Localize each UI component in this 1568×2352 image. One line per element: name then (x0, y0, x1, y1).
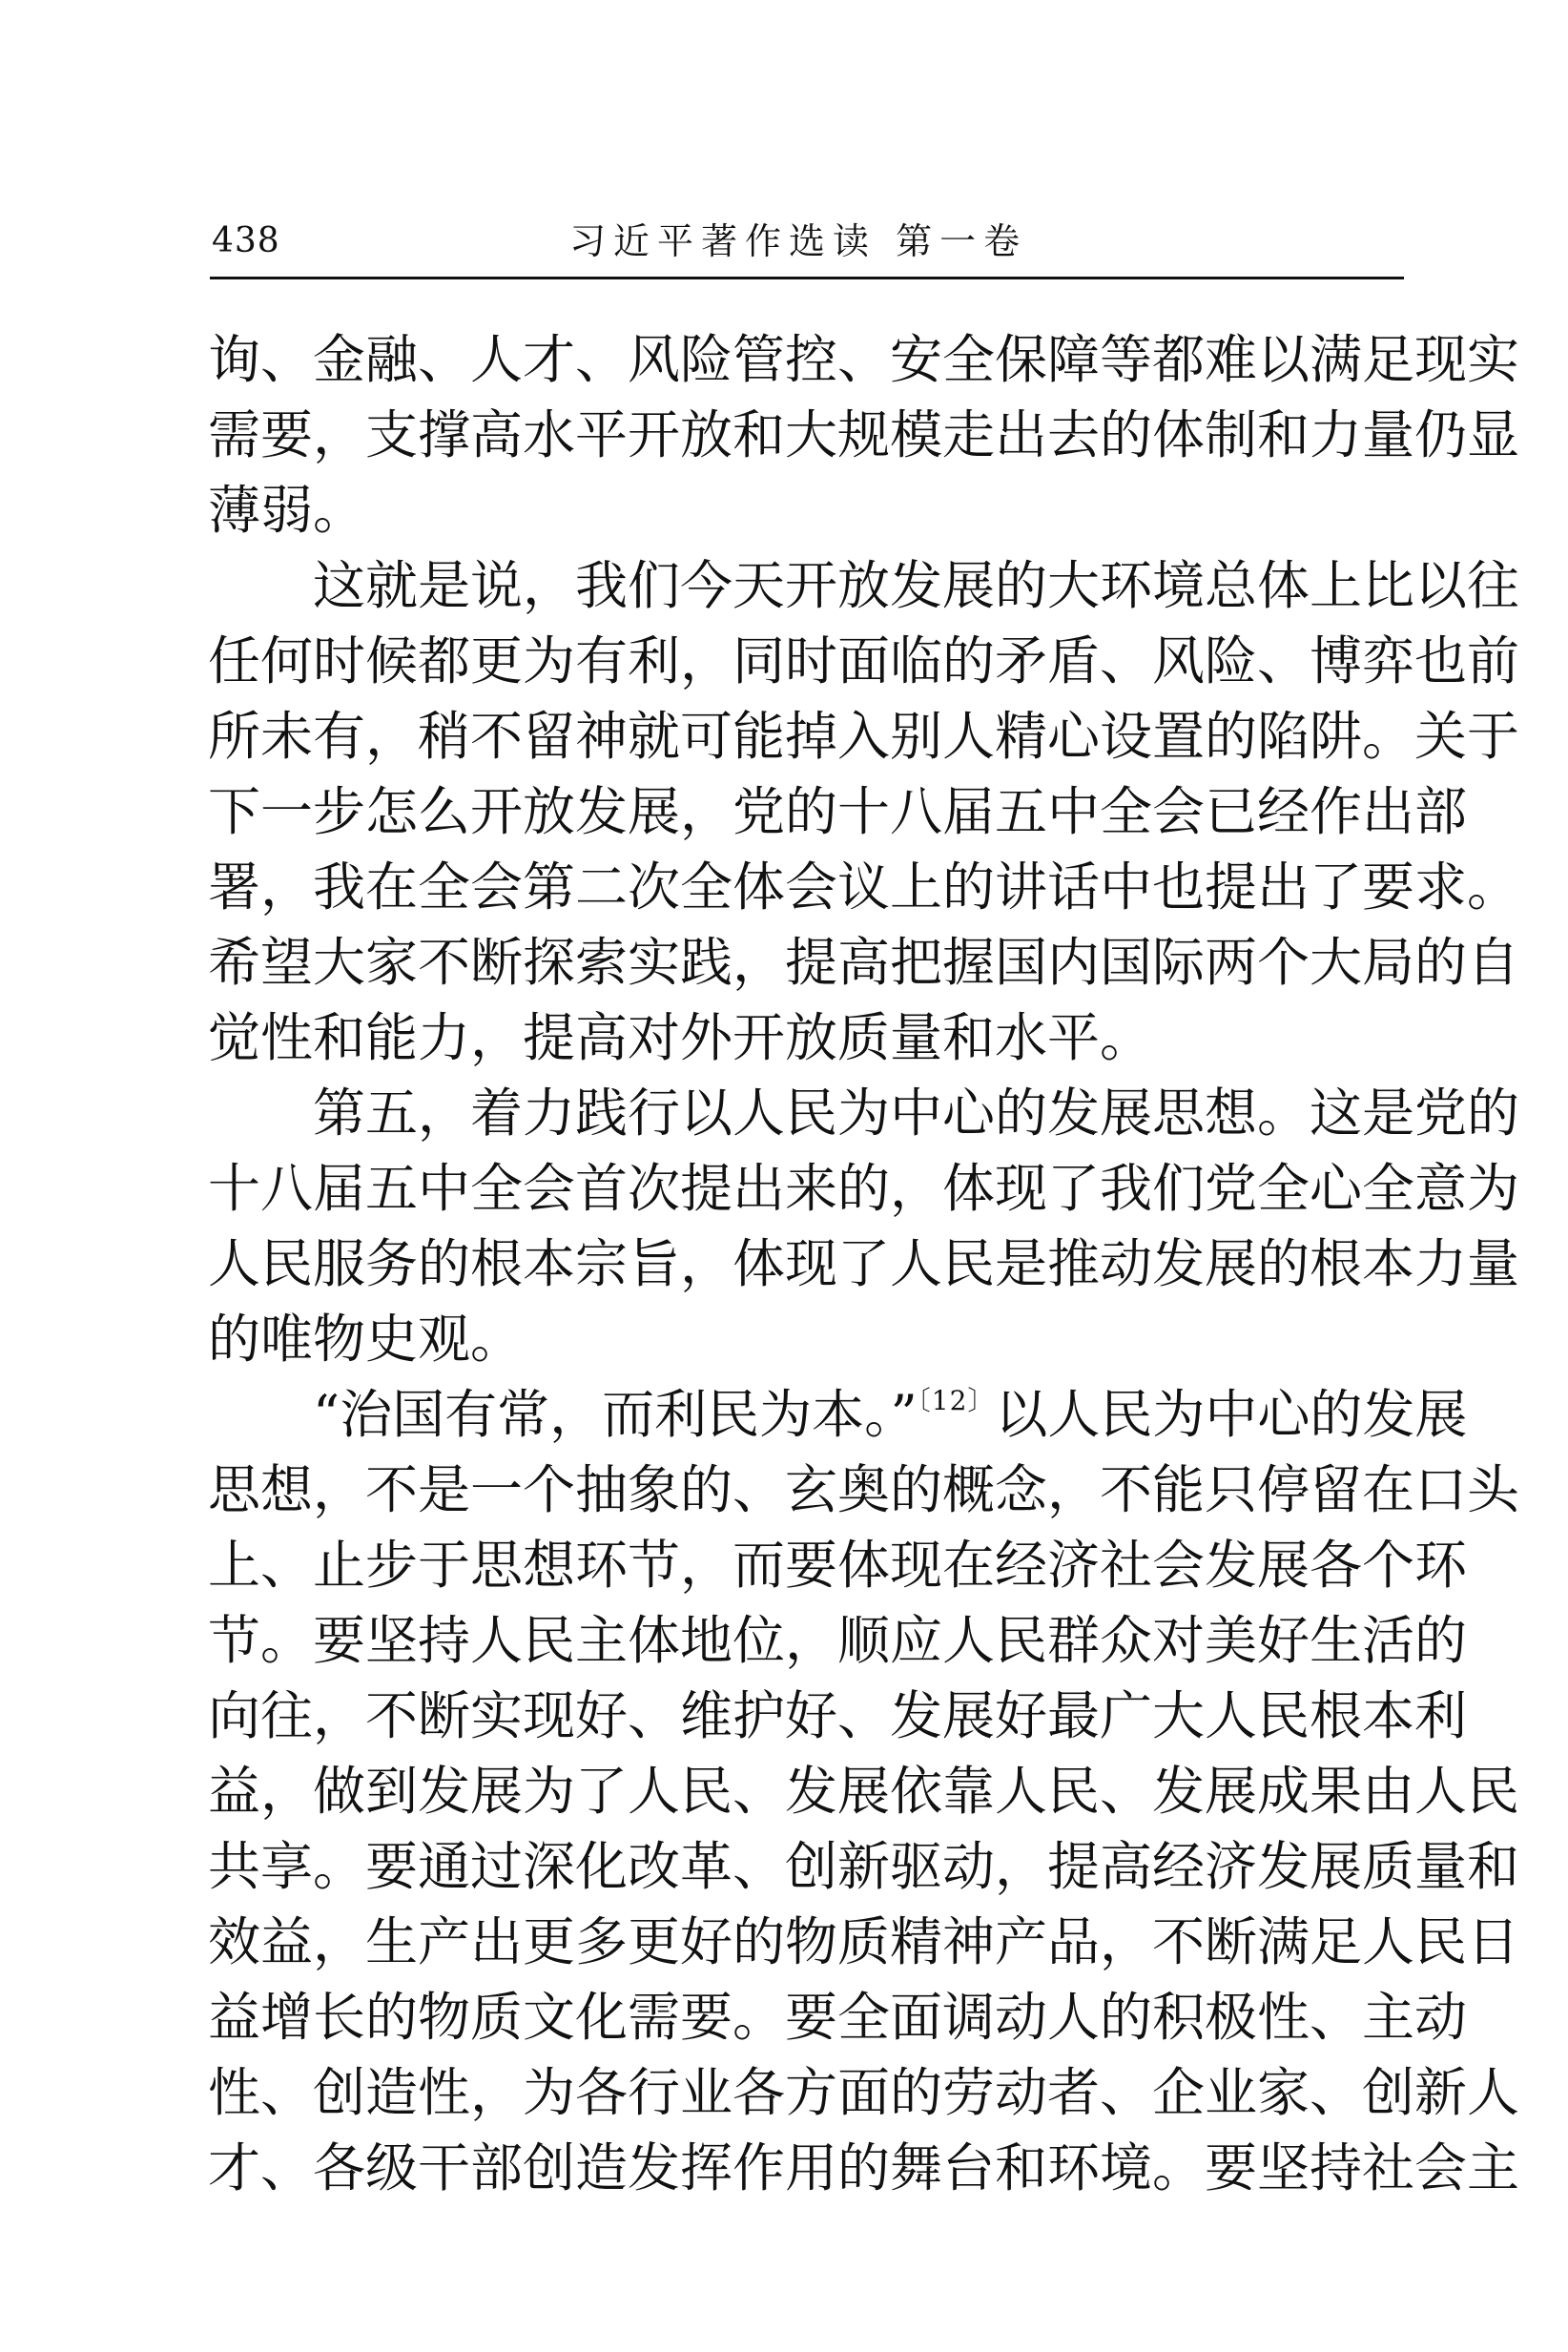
text-line: 性、创造性，为各行业各方面的劳动者、企业家、创新人 (208, 2062, 1520, 2123)
text-line: 人民服务的根本宗旨，体现了人民是推动发展的根本力量 (208, 1233, 1520, 1294)
page-number: 438 (212, 221, 280, 260)
text-line-with-note (208, 1377, 1468, 1453)
text-line: 的唯物史观。 (208, 1309, 524, 1370)
text-line: 下一步怎么开放发展，党的十八届五中全会已经作出部 (208, 781, 1468, 842)
text-line: 第五，着力践行以人民为中心的发展思想。这是党的 (313, 1083, 1520, 1144)
page-header (212, 217, 1404, 275)
text-line: 十八届五中全会首次提出来的，体现了我们党全心全意为 (208, 1158, 1520, 1219)
text-line: 所未有，稍不留神就可能掉入别人精心设置的陷阱。关于 (208, 706, 1520, 767)
text-line: 向往，不断实现好、维护好、发展好最广大人民根本利 (208, 1685, 1468, 1746)
text-line: 询、金融、人才、风险管控、安全保障等都难以满足现实 (208, 329, 1520, 390)
running-head: 习近平著作选读 第一卷 (569, 220, 1028, 262)
footnote-marker: 〔12〕 (917, 1385, 996, 1416)
text-line: 效益，生产出更多更好的物质精神产品，不断满足人民日 (208, 1911, 1520, 1972)
text-line: 思想，不是一个抽象的、玄奥的概念，不能只停留在口头 (208, 1459, 1520, 1520)
text-line: 上、止步于思想环节，而要体现在经济社会发展各个环 (208, 1535, 1468, 1596)
text-line: 任何时候都更为有利，同时面临的矛盾、风险、博弈也前 (208, 630, 1520, 691)
header-rule (210, 277, 1404, 279)
text-line: 希望大家不断探索实践，提高把握国内国际两个大局的自 (208, 932, 1520, 993)
text-after-note: 以人民为中心的发展 (995, 1384, 1468, 1445)
body-text (208, 322, 1520, 2206)
quote-text: “治国有常，而利民为本。” (313, 1384, 918, 1445)
text-line: 署，我在全会第二次全体会议上的讲话中也提出了要求。 (208, 856, 1520, 918)
text-line: 益，做到发展为了人民、发展依靠人民、发展成果由人民 (208, 1761, 1520, 1822)
text-line: 节。要坚持人民主体地位，顺应人民群众对美好生活的 (208, 1610, 1468, 1671)
text-line: 这就是说，我们今天开放发展的大环境总体上比以往 (313, 555, 1520, 616)
text-line: 共享。要通过深化改革、创新驱动，提高经济发展质量和 (208, 1836, 1520, 1897)
text-line: 益增长的物质文化需要。要全面调动人的积极性、主动 (208, 1987, 1468, 2048)
text-line: 才、各级干部创造发挥作用的舞台和环境。要坚持社会主 (208, 2137, 1520, 2198)
text-line: 薄弱。 (208, 480, 366, 541)
text-line: 需要，支撑高水平开放和大规模走出去的体制和力量仍显 (208, 404, 1520, 465)
text-line: 觉性和能力，提高对外开放质量和水平。 (208, 1007, 1153, 1068)
